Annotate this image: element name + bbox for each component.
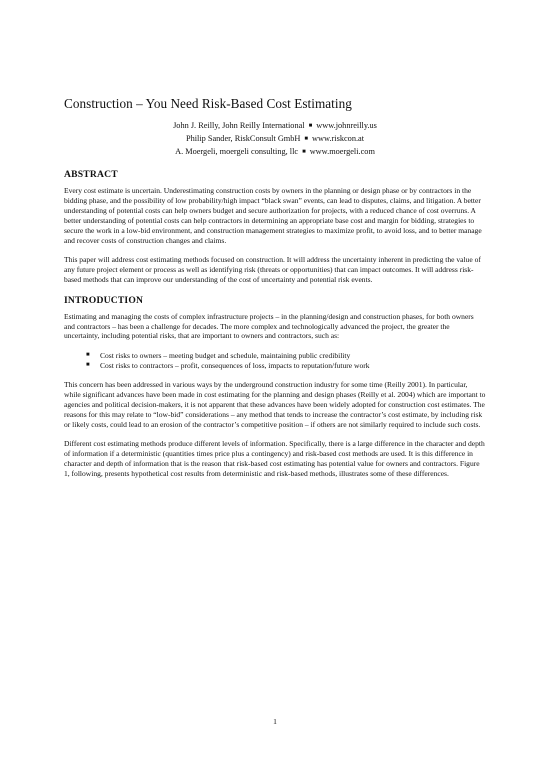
intro-paragraph: This concern has been addressed in various ways by the underground construction industry for some time (Reilly 2001). In particular, while significant advances have been made in cost estimating for the planning and design phases (Reilly et al. 2004) which are important to agencies and political decision-makers, it is not apparent that these advances have been widely adopted for construction cost estimates. The reasons for this may relate to “low-bid” considerations – any method that tends to increase the contractor’s cost estimate, by including risk or likely costs, could lead to an erosion of the contractor’s competitive position – if others are not similarly required to include such costs. (64, 380, 486, 429)
page-number: 1 (273, 717, 277, 726)
author-site-link[interactable]: www.moergeli.com (309, 147, 375, 156)
bullet-square-icon: ■ (86, 361, 90, 368)
author-line (64, 133, 486, 146)
risk-list (64, 351, 486, 371)
author-line (64, 120, 486, 133)
author-line (64, 146, 486, 159)
author-name: Philip Sander, RiskConsult GmbH (185, 134, 301, 143)
separator-square-icon: ■ (308, 123, 313, 129)
list-item-text: Cost risks to contractors – profit, consequences of loss, impacts to reputation/future work (100, 360, 370, 370)
list-item (86, 360, 486, 371)
intro-paragraph: Different cost estimating methods produce different levels of information. Specifically, there is a large difference in the character and depth of information if a deterministic (quantities times price plus a contingency) and risk-based cost methods are used. It is this difference in character and depth of information that is the reason that risk-based cost estimating has potential value for owners and contractors. Figure 1, following, presents hypothetical cost results from deterministic and risk-based methods, illustrates some of these differences. (64, 439, 485, 478)
author-name: John J. Reilly, John Reilly International (173, 121, 305, 130)
paper-page (64, 96, 486, 488)
abstract-heading: ABSTRACT (64, 169, 118, 180)
intro-paragraph: Estimating and managing the costs of complex infrastructure projects – in the planning/design and construction phases, for both owners and contractors – has been a challenge for decades. The more complex and technologically advanced the project, the greater the uncertainty, including potential risks, that are important to owners and contractors, such as: (64, 311, 474, 341)
introduction-heading: INTRODUCTION (64, 294, 144, 306)
author-site-link[interactable]: www.johnreilly.us (316, 121, 377, 130)
author-name: A. Moergeli, moergeli consulting, llc (175, 147, 299, 156)
paper-title: Construction – You Need Risk-Based Cost Estimating (64, 96, 352, 111)
author-site-link[interactable]: www.riskcon.at (312, 134, 365, 143)
separator-square-icon: ■ (304, 136, 309, 142)
list-item-text: Cost risks to owners – meeting budget and schedule, maintaining public credibility (100, 350, 351, 360)
abstract-paragraph: This paper will address cost estimating methods focused on construction. It will address the uncertainty inherent in predicting the value of any future project element or process as well as identifying risk (threats or opportunities) that can impact outcomes. It will address risk-based methods that can improve our understanding of the cost of uncertainty and potential risk events. (64, 254, 481, 284)
list-item (86, 350, 486, 361)
bullet-square-icon: ■ (86, 351, 90, 358)
abstract-paragraph: Every cost estimate is uncertain. Underestimating construction costs by owners in the planning or design phase or by contractors in the bidding phase, and the possibility of low probability/high impact “black swan” events, can lead to disputes, claims, and litigation. A better understanding of potential costs can help owners budget and secure authorization for projects, with a reduced chance of cost overruns. A better understanding of potential costs can help contractors in determining an appropriate base cost and margin for bidding, strategies to secure the work in a low-bid environment, and construction management strategies to maximize profit, to avoid loss, and to better manage and recover costs of construction changes and claims. (64, 186, 482, 245)
author-block (64, 120, 486, 159)
separator-square-icon: ■ (302, 149, 306, 155)
